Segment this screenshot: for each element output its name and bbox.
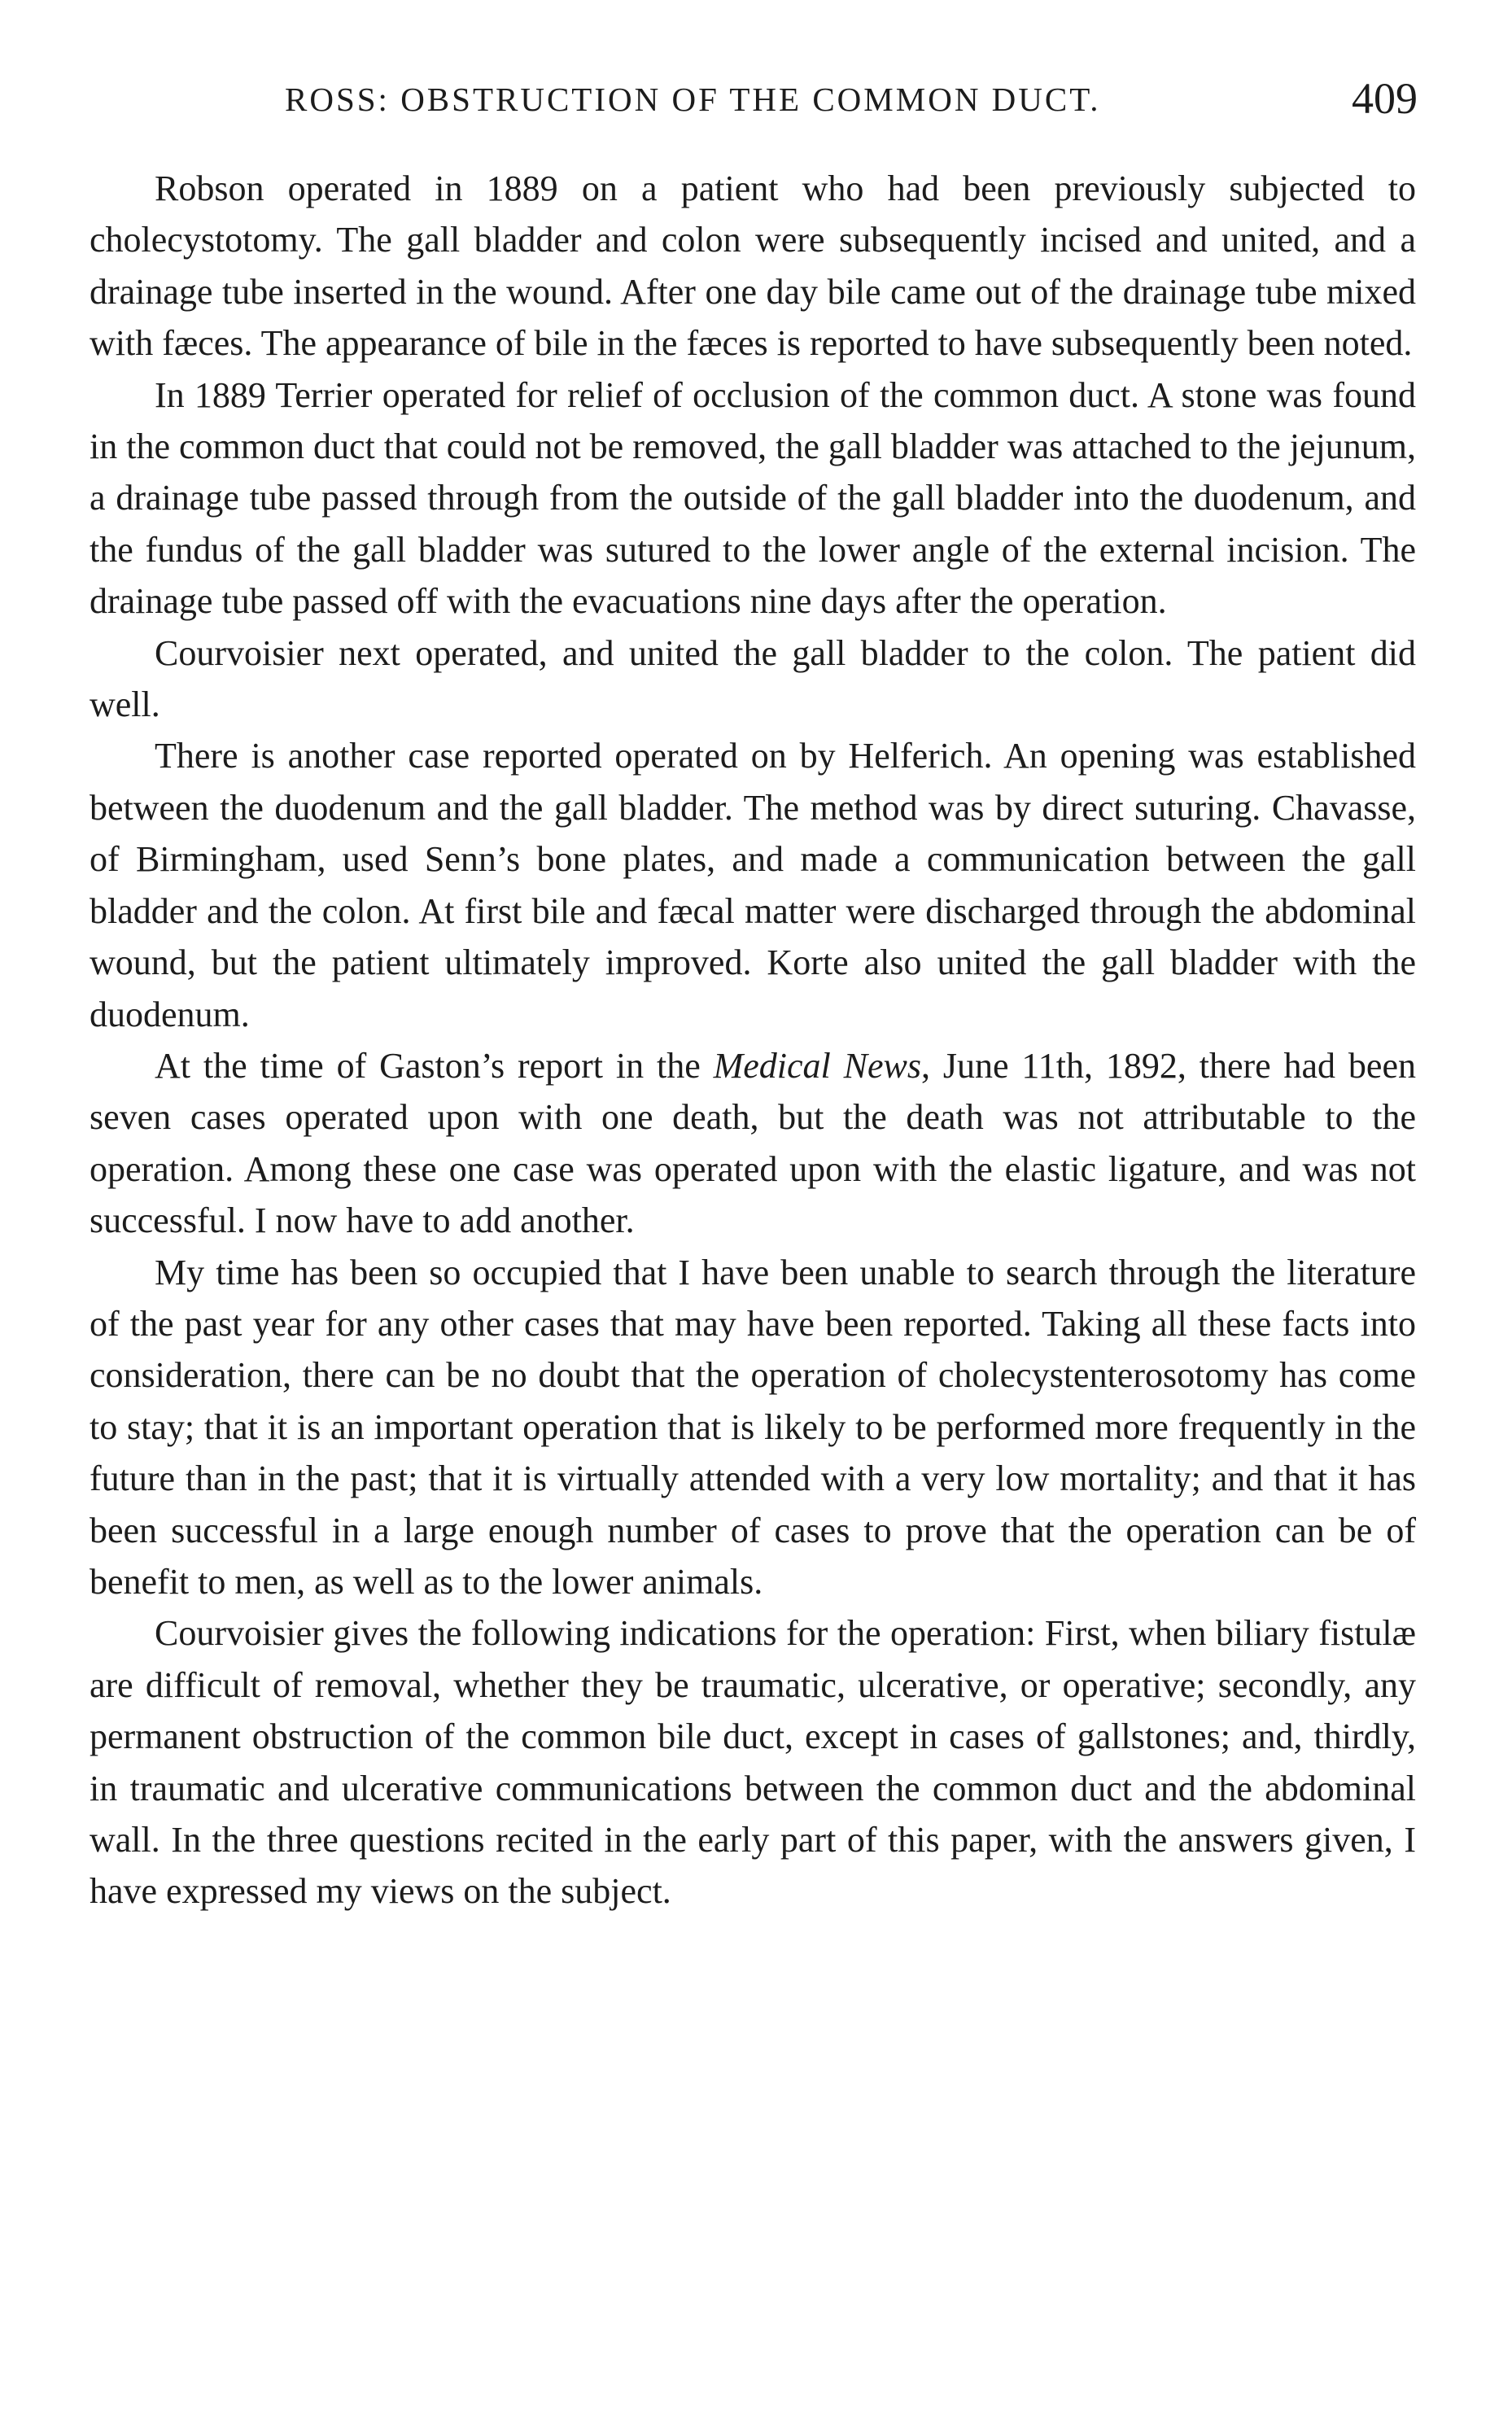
running-title: ROSS: OBSTRUCTION OF THE COMMON DUCT. <box>285 81 1101 118</box>
gaston-text-before: At the time of Gaston’s report in the <box>155 1045 714 1086</box>
body-text <box>90 163 1416 1917</box>
gaston-text-after: , June 11th, 1892, there had been seven cases operated upon with one death, but the death was not attributable to the operation. Among these one case was operated upon with the elastic ligature, and was not successful. I now have to add another. <box>90 1045 1416 1241</box>
paragraph-robson: Robson operated in 1889 on a patient who had been previously subjected to cholecystotomy. The gall bladder and colon were subsequently incised and united, and a drainage tube inserted in the wound. After one day bile came out of the drainage tube mixed with fæces. The appearance of bile in the fæces is reported to have subsequently been noted. <box>90 168 1416 364</box>
journal-title: Medical News <box>713 1045 921 1086</box>
paragraph-courvoisier-operation: Courvoisier next operated, and united the gall bladder to the colon. The patient did well. <box>90 632 1416 725</box>
running-head <box>285 73 1418 130</box>
page-number: 409 <box>1352 74 1418 123</box>
paragraph-helferich: There is another case reported operated on by Helferich. An opening was established between the duodenum and the gall bladder. The method was by direct suturing. Chavasse, of Birmingham, used Senn’s bone plates, and made a communication between the gall bladder and the colon. At first bile and fæcal matter were discharged through the abdominal wound, but the patient ultimately improved. Korte also united the gall bladder with the duodenum. <box>90 736 1416 1034</box>
paragraph-gaston-report <box>90 1040 1416 1247</box>
paragraph-literature-conclusion: My time has been so occupied that I have been unable to search through the literature of the past year for any other cases that may have been reported. Taking all these facts into consideration, there can be no doubt that the operation of cholecystenterosotomy has come to stay; that it is an important operation that is likely to be performed more frequently in the future than in the past; that it is virtually attended with a very low mortality; and that it has been successful in a large enough number of cases to prove that the operation can be of benefit to men, as well as to the lower animals. <box>90 1252 1416 1602</box>
paragraph-indications: Courvoisier gives the following indications for the operation: First, when biliary fistulæ are difficult of removal, whether they be traumatic, ulcerative, or operative; secondly, any permanent obstruction of the common bile duct, except in cases of gallstones; and, thirdly, in traumatic and ulcerative communications between the common duct and the abdominal wall. In the three questions recited in the early part of this paper, with the answers given, I have expressed my views on the subject. <box>90 1613 1416 1912</box>
paragraph-terrier: In 1889 Terrier operated for relief of occlusion of the common duct. A stone was found in the common duct that could not be removed, the gall bladder was attached to the jejunum, a drainage tube passed through from the outside of the gall bladder into the duodenum, and the fundus of the gall bladder was sutured to the lower angle of the external incision. The drainage tube passed off with the evacuations nine days after the operation. <box>90 374 1416 622</box>
